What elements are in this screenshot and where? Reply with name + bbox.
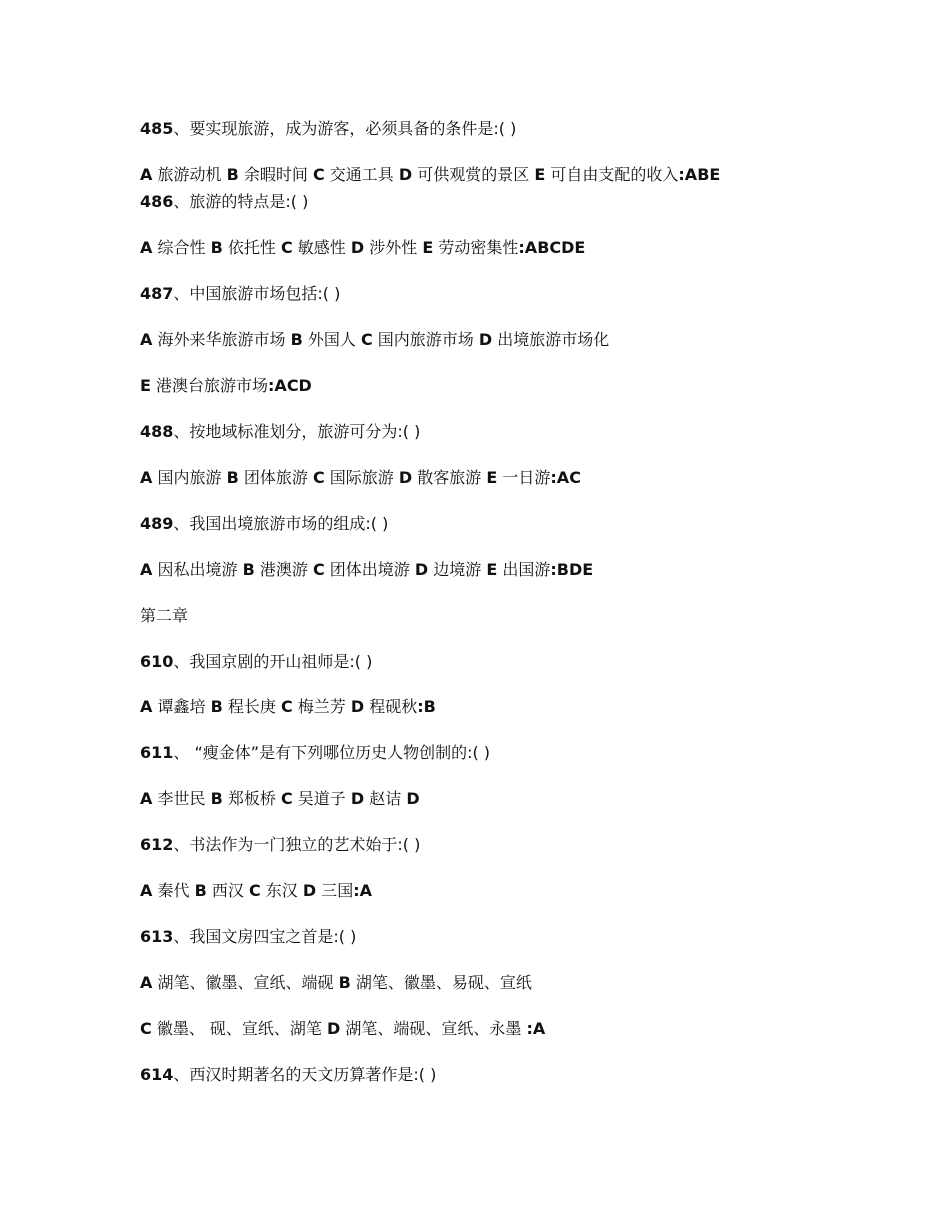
- option-key: B: [226, 468, 239, 487]
- answer: :BDE: [550, 560, 594, 579]
- option-text: 因私出境游: [152, 560, 243, 579]
- question-614-stem: [140, 1064, 436, 1086]
- option-text: 可供观赏的景区: [412, 165, 535, 184]
- option-key: A: [140, 973, 153, 992]
- option-text: 港澳游: [254, 560, 313, 579]
- option-key: A: [140, 238, 153, 257]
- question-text: 、我国出境旅游市场的组成:( ): [173, 514, 389, 533]
- option-key: D: [302, 881, 317, 900]
- option-key: C: [312, 468, 325, 487]
- option-text: 一日游: [497, 468, 551, 487]
- option-text: 旅游动机: [152, 165, 227, 184]
- option-key: A: [140, 560, 153, 579]
- option-key: A: [140, 881, 153, 900]
- option-key: E: [422, 238, 434, 257]
- option-text: 团体出境游: [324, 560, 415, 579]
- answer: :B: [417, 697, 436, 716]
- option-key: E: [534, 165, 546, 184]
- answer: :ACD: [268, 376, 312, 395]
- question-610-options: [140, 696, 436, 718]
- option-text: 东汉: [260, 881, 303, 900]
- option-text: 西汉: [206, 881, 249, 900]
- question-487-options-line2: [140, 375, 312, 397]
- question-text: 、书法作为一门独立的艺术始于:( ): [173, 835, 421, 854]
- option-text: 外国人: [302, 330, 361, 349]
- option-text: 谭鑫培: [152, 697, 211, 716]
- option-key: B: [210, 238, 223, 257]
- question-613-options-line2: [140, 1018, 545, 1040]
- answer: :ABCDE: [518, 238, 586, 257]
- option-text: 秦代: [152, 881, 195, 900]
- option-text: 湖笔、端砚、宣纸、永墨: [340, 1019, 527, 1038]
- option-key: B: [226, 165, 239, 184]
- question-text: 、我国京剧的开山祖师是:( ): [173, 652, 373, 671]
- option-text: 郑板桥: [222, 789, 281, 808]
- option-text: 湖笔、徽墨、宣纸、端砚: [152, 973, 339, 992]
- option-text: 赵诘: [364, 789, 407, 808]
- question-text: 、西汉时期著名的天文历算著作是:( ): [173, 1065, 437, 1084]
- option-key: C: [140, 1019, 152, 1038]
- option-key: A: [140, 697, 153, 716]
- option-key: B: [290, 330, 303, 349]
- question-text: 、按地域标准划分，旅游可分为:( ): [173, 422, 421, 441]
- option-text: 吴道子: [292, 789, 351, 808]
- option-text: 出国游: [497, 560, 551, 579]
- chapter-title: 第二章: [140, 606, 189, 625]
- option-text: 国内旅游市场: [372, 330, 479, 349]
- option-text: 边境游: [428, 560, 487, 579]
- option-text: 海外来华旅游市场: [152, 330, 291, 349]
- question-number: 485: [140, 119, 174, 138]
- option-key: C: [360, 330, 373, 349]
- option-key: C: [312, 165, 325, 184]
- option-key: D: [398, 468, 413, 487]
- option-key: D: [350, 697, 365, 716]
- option-key: B: [242, 560, 255, 579]
- option-text: 综合性: [152, 238, 211, 257]
- option-key: C: [312, 560, 325, 579]
- option-text: 国内旅游: [152, 468, 227, 487]
- option-key: B: [338, 973, 351, 992]
- option-text: 敏感性: [292, 238, 351, 257]
- answer: :ABE: [678, 165, 721, 184]
- option-key: D: [414, 560, 429, 579]
- question-611-options: [140, 788, 420, 810]
- question-number: 614: [140, 1065, 174, 1084]
- option-text: 余暇时间: [238, 165, 313, 184]
- option-key: E: [140, 376, 151, 395]
- question-number: 613: [140, 927, 174, 946]
- question-text: 、 “瘦金体”是有下列哪位历史人物创制的:( ): [173, 743, 491, 762]
- option-text: 程砚秋: [364, 697, 418, 716]
- question-number: 489: [140, 514, 174, 533]
- answer: D: [406, 789, 420, 808]
- question-number: 488: [140, 422, 174, 441]
- option-text: 劳动密集性: [433, 238, 519, 257]
- answer: :A: [526, 1019, 546, 1038]
- question-number: 487: [140, 284, 174, 303]
- option-text: 出境旅游市场化: [492, 330, 610, 349]
- option-text: 梅兰芳: [292, 697, 351, 716]
- option-key: C: [280, 238, 293, 257]
- option-key: A: [140, 789, 153, 808]
- option-key: B: [194, 881, 207, 900]
- option-text: 李世民: [152, 789, 211, 808]
- question-text: 、旅游的特点是:( ): [173, 192, 309, 211]
- question-612-options: [140, 880, 372, 902]
- option-key: A: [140, 330, 153, 349]
- option-text: 依托性: [222, 238, 281, 257]
- question-489-stem: [140, 513, 388, 535]
- question-number: 612: [140, 835, 174, 854]
- question-612-stem: [140, 834, 420, 856]
- option-text: 三国: [316, 881, 354, 900]
- question-613-options-line1: [140, 972, 532, 994]
- option-key: D: [350, 238, 365, 257]
- question-610-stem: [140, 651, 372, 673]
- chapter-heading: [140, 605, 188, 627]
- option-key: E: [486, 468, 498, 487]
- answer: :A: [353, 881, 373, 900]
- option-text: 国际旅游: [324, 468, 399, 487]
- option-key: B: [210, 697, 223, 716]
- option-text: 港澳台旅游市场: [150, 376, 269, 395]
- question-487-stem: [140, 283, 340, 305]
- question-number: 611: [140, 743, 174, 762]
- question-text: 、要实现旅游，成为游客，必须具备的条件是:( ): [173, 119, 517, 138]
- question-text: 、我国文房四宝之首是:( ): [173, 927, 357, 946]
- option-text: 程长庚: [222, 697, 281, 716]
- question-485-stem: [140, 118, 516, 140]
- option-text: 湖笔、徽墨、易砚、宣纸: [350, 973, 532, 992]
- option-key: E: [486, 560, 498, 579]
- question-text: 、中国旅游市场包括:( ): [173, 284, 341, 303]
- question-485-options: [140, 164, 720, 186]
- option-text: 交通工具: [324, 165, 399, 184]
- answer: :AC: [550, 468, 581, 487]
- option-key: D: [398, 165, 413, 184]
- question-488-stem: [140, 421, 420, 443]
- option-text: 散客旅游: [412, 468, 487, 487]
- option-key: A: [140, 468, 153, 487]
- option-key: C: [280, 789, 293, 808]
- question-number: 610: [140, 652, 174, 671]
- option-key: D: [478, 330, 493, 349]
- question-486-options: [140, 237, 585, 259]
- option-text: 涉外性: [364, 238, 423, 257]
- question-number: 486: [140, 192, 174, 211]
- option-key: B: [210, 789, 223, 808]
- option-key: C: [248, 881, 261, 900]
- question-488-options: [140, 467, 581, 489]
- option-text: 团体旅游: [238, 468, 313, 487]
- question-611-stem: [140, 742, 490, 764]
- option-key: D: [350, 789, 365, 808]
- option-text: 徽墨、 砚、宣纸、湖笔: [151, 1019, 328, 1038]
- option-key: C: [280, 697, 293, 716]
- option-text: 可自由支配的收入: [545, 165, 679, 184]
- question-489-options: [140, 559, 593, 581]
- question-486-stem: [140, 191, 308, 213]
- option-key: D: [327, 1019, 341, 1038]
- option-key: A: [140, 165, 153, 184]
- question-487-options-line1: [140, 329, 609, 351]
- question-613-stem: [140, 926, 356, 948]
